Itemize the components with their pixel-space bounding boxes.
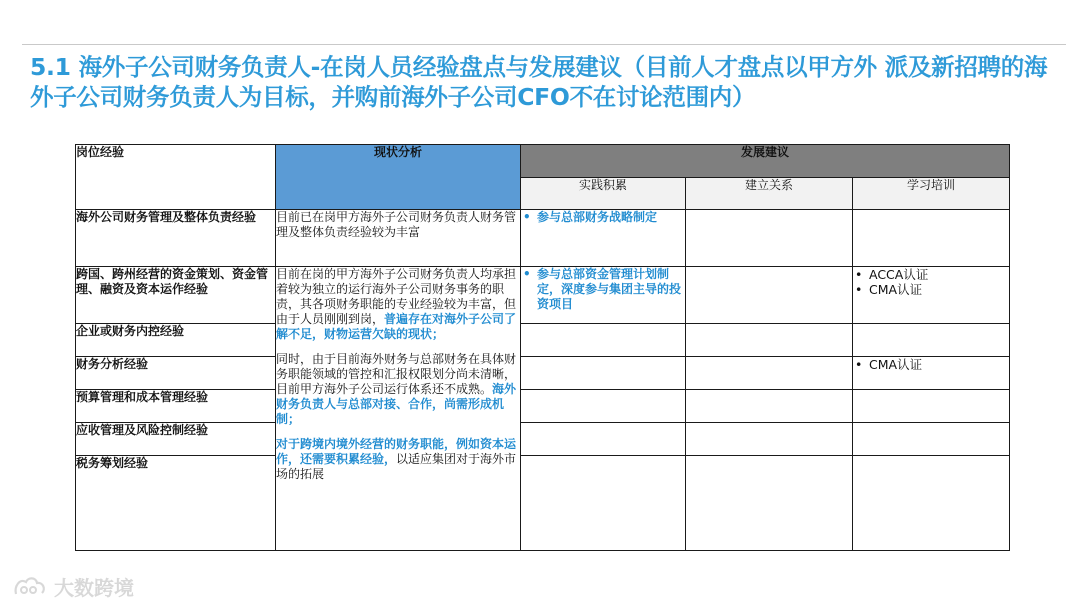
header-status-analysis: 现状分析 bbox=[276, 145, 521, 210]
row-category: 跨国、跨州经营的资金策划、资金管理、融资及资本运作经验 bbox=[76, 267, 276, 324]
status-paragraph-1 bbox=[276, 267, 520, 342]
relations-cell bbox=[686, 357, 853, 390]
row-category: 税务筹划经验 bbox=[76, 456, 276, 551]
practice-cell bbox=[521, 390, 686, 423]
training-item: • CMA认证 bbox=[853, 282, 1009, 297]
status-paragraph-3 bbox=[276, 437, 520, 482]
status-cell-main bbox=[276, 267, 521, 551]
row-category: 财务分析经验 bbox=[76, 357, 276, 390]
practice-item: • 参与总部资金管理计划制定，深度参与集团主导的投资项目 bbox=[521, 267, 685, 312]
table-row bbox=[76, 357, 1010, 390]
training-item: • CMA认证 bbox=[853, 357, 1009, 372]
training-cell bbox=[853, 357, 1010, 390]
header-development-suggestions: 发展建议 bbox=[521, 145, 1010, 178]
relations-cell bbox=[686, 210, 853, 267]
table-row bbox=[76, 390, 1010, 423]
relations-cell bbox=[686, 390, 853, 423]
table-row bbox=[76, 210, 1010, 267]
relations-cell bbox=[686, 456, 853, 551]
watermark-logo bbox=[12, 572, 134, 601]
status-cell-overall bbox=[276, 210, 521, 267]
table-row bbox=[76, 267, 1010, 324]
logo-text: 大数跨境 bbox=[54, 576, 134, 600]
row-category: 海外公司财务管理及整体负责经验 bbox=[76, 210, 276, 267]
table-row bbox=[76, 423, 1010, 456]
relations-cell bbox=[686, 324, 853, 357]
header-position-experience: 岗位经验 bbox=[76, 145, 276, 210]
training-cell bbox=[853, 390, 1010, 423]
status-highlight: 普遍存在对海外子公司了解不足，财物运营欠缺的现状； bbox=[276, 312, 517, 341]
training-cell bbox=[853, 423, 1010, 456]
training-cell bbox=[853, 267, 1010, 324]
training-item: • ACCA认证 bbox=[853, 267, 1009, 282]
top-divider bbox=[22, 44, 1066, 45]
header-relations: 建立关系 bbox=[686, 178, 853, 210]
status-paragraph-2 bbox=[276, 352, 520, 427]
status-highlight: 海外财务负责人与总部对接、合作，尚需形成机制； bbox=[276, 382, 517, 426]
relations-cell bbox=[686, 423, 853, 456]
page-title: 5.1 海外子公司财务负责人-在岗人员经验盘点与发展建议（目前人才盘点以甲方外 派及新招聘的海外子公司财务负责人为目标，并购前海外子公司CFO不在讨论范围内） bbox=[30, 53, 1048, 111]
practice-cell bbox=[521, 210, 686, 267]
practice-item: • 参与总部财务战略制定 bbox=[521, 210, 685, 225]
practice-cell bbox=[521, 456, 686, 551]
header-row-top bbox=[76, 145, 1010, 178]
practice-cell bbox=[521, 324, 686, 357]
header-practice: 实践积累 bbox=[521, 178, 686, 210]
table-row bbox=[76, 456, 1010, 551]
row-category: 应收管理及风险控制经验 bbox=[76, 423, 276, 456]
header-training: 学习培训 bbox=[853, 178, 1010, 210]
relations-cell bbox=[686, 267, 853, 324]
practice-cell bbox=[521, 267, 686, 324]
status-text: 目前在岗的甲方海外子公司财务负责人均承担着较为独立的运行海外子公司财务事务的职责，其各项财务职能的专业经验较为丰富，但由于人员刚刚到岗， bbox=[276, 267, 517, 326]
practice-cell bbox=[521, 423, 686, 456]
practice-cell bbox=[521, 357, 686, 390]
logo-icon bbox=[12, 574, 48, 600]
row-category: 企业或财务内控经验 bbox=[76, 324, 276, 357]
status-text: 以适应集团对于海外市场的拓展 bbox=[276, 452, 517, 481]
table-row bbox=[76, 324, 1010, 357]
status-text: 同时，由于目前海外财务与总部财务在具体财务职能领域的管控和汇报权限划分尚未清晰，目前甲方海外子公司运行体系还不成熟。 bbox=[276, 352, 517, 396]
experience-table bbox=[75, 144, 1010, 551]
row-category: 预算管理和成本管理经验 bbox=[76, 390, 276, 423]
training-cell bbox=[853, 456, 1010, 551]
status-text-overall: 目前已在岗甲方海外子公司财务负责人财务管理及整体负责经验较为丰富 bbox=[276, 210, 517, 239]
status-highlight: 对于跨境内境外经营的财务职能，例如资本运作，还需要积累经验， bbox=[276, 437, 517, 466]
training-cell bbox=[853, 210, 1010, 267]
training-cell bbox=[853, 324, 1010, 357]
